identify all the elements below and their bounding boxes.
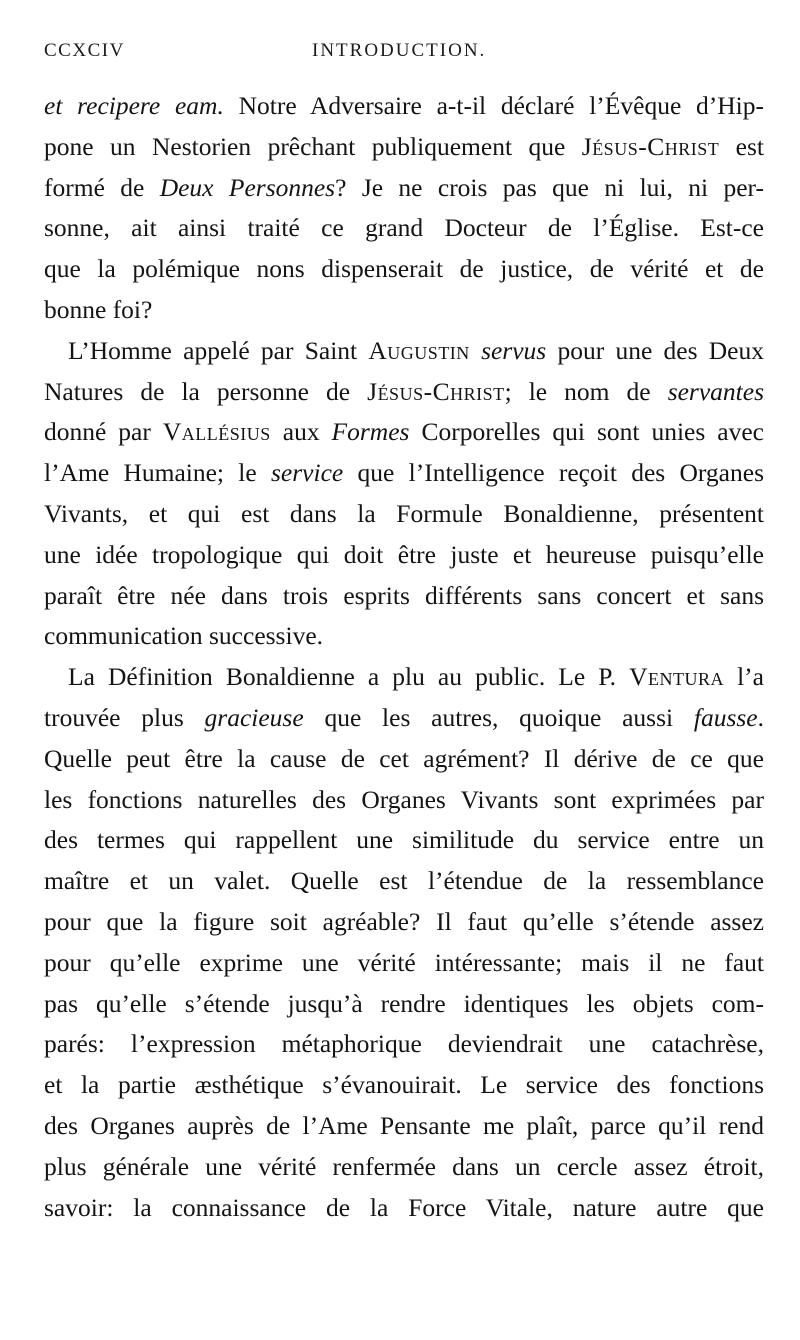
text-line: [44, 576, 764, 617]
text-line: [44, 616, 764, 657]
text-run: maître et un valet. Quelle est l’étendue de la ressemblance: [44, 866, 764, 896]
text-line: [44, 1024, 764, 1065]
text-line: [44, 902, 764, 943]
text-run: savoir: la connaissance de la Force Vitale, nature autre que: [44, 1192, 764, 1222]
text-run: pas qu’elle s’étende jusqu’à rendre identiques les objets com-: [44, 988, 764, 1018]
text-run: pour une des Deux: [546, 335, 764, 365]
text-run: est: [719, 131, 765, 161]
italic-text: Formes: [331, 417, 410, 447]
text-line: [44, 331, 764, 372]
text-line: [44, 535, 764, 576]
text-line: [44, 1147, 764, 1188]
text-run: une idée tropologique qui doit être juste et heureuse puisqu’elle: [44, 539, 764, 569]
italic-text: fausse: [693, 702, 758, 732]
text-line: [44, 943, 764, 984]
text-run: pone un Nestorien prêchant publiquement que: [44, 131, 582, 161]
text-run: des termes qui rappellent une similitude du service entre un: [44, 825, 764, 855]
italic-text: gracieuse: [204, 702, 304, 732]
text-run: paraît être née dans trois esprits différents sans concert et sans: [44, 580, 764, 610]
italic-text: servantes: [667, 376, 764, 406]
text-line: [44, 1106, 764, 1147]
text-run: l’Ame Humaine; le: [44, 458, 271, 488]
text-line: [44, 1065, 764, 1106]
text-run: aux: [270, 417, 332, 447]
text-line: [44, 412, 764, 453]
small-caps-name: Vallésius: [162, 417, 271, 447]
text-run: sonne, ait ainsi traité ce grand Docteur de l’Église. Est-ce: [44, 213, 764, 243]
text-line: [44, 1188, 764, 1229]
small-caps-name: Ventura: [629, 662, 724, 692]
text-run: Vivants, et qui est dans la Formule Bonaldienne, présentent: [44, 498, 764, 528]
small-caps-name: Jésus-Christ: [581, 131, 720, 161]
text-run: Corporelles qui sont unies avec: [409, 417, 764, 447]
italic-text: servus: [481, 335, 547, 365]
text-line: [44, 820, 764, 861]
small-caps-name: Augustin: [368, 335, 470, 365]
text-run: que les autres, quoique aussi: [303, 702, 694, 732]
text-run: donné par: [44, 417, 163, 447]
text-run: [470, 336, 481, 365]
text-line: [44, 86, 764, 127]
text-run: plus générale une vérité renfermée dans un cercle assez étroit,: [44, 1151, 764, 1181]
text-line: [44, 208, 764, 249]
text-line: [44, 168, 764, 209]
body-text: [44, 86, 764, 1228]
text-run: que l’Intelligence reçoit des Organes: [343, 458, 764, 488]
text-line: [44, 657, 764, 698]
text-run: parés: l’expression métaphorique deviendrait une catachrèse,: [44, 1029, 764, 1059]
text-line: [44, 127, 764, 168]
text-line: [44, 290, 764, 331]
text-line: [44, 861, 764, 902]
text-run: ? Je ne crois pas que ni lui, ni per-: [335, 172, 764, 202]
text-line: [44, 739, 764, 780]
text-run: ; le nom de: [504, 376, 668, 406]
section-title: INTRODUCTION.: [312, 40, 487, 61]
text-line: [44, 494, 764, 535]
text-run: formé de: [44, 172, 160, 202]
text-line: [44, 780, 764, 821]
text-run: L’Homme appelé par Saint: [68, 335, 369, 365]
text-run: communication successive.: [44, 621, 324, 651]
text-run: bonne foi?: [44, 294, 153, 324]
running-head: [0, 30, 800, 70]
text-line: [44, 249, 764, 290]
text-run: et la partie æsthétique s’évanouirait. Le service des fonctions: [44, 1070, 764, 1100]
text-line: [44, 984, 764, 1025]
text-run: l’a: [724, 662, 764, 692]
text-line: [44, 372, 764, 413]
small-caps-name: Jésus-Christ: [367, 376, 505, 406]
text-run: Quelle peut être la cause de cet agrément? Il dérive de ce que: [44, 743, 764, 773]
italic-text: Deux Personnes: [159, 172, 336, 202]
text-run: les fonctions naturelles des Organes Vivants sont exprimées par: [44, 784, 764, 814]
text-run: Notre Adversaire a-t-il déclaré l’Évêque d’Hip-: [223, 91, 764, 120]
text-run: La Définition Bonaldienne a plu au public. Le P.: [68, 662, 630, 692]
text-line: [44, 453, 764, 494]
text-run: trouvée plus: [44, 702, 205, 732]
text-run: que la polémique nons dispenserait de justice, de vérité et de: [44, 254, 764, 284]
text-run: pour que la figure soit agréable? Il faut qu’elle s’étende assez: [44, 906, 764, 936]
text-run: pour qu’elle exprime une vérité intéressante; mais il ne faut: [44, 947, 764, 977]
italic-text: et recipere eam.: [44, 91, 224, 120]
text-line: [44, 698, 764, 739]
text-run: des Organes auprès de l’Ame Pensante me plaît, parce qu’il rend: [44, 1110, 764, 1140]
italic-text: service: [271, 458, 344, 488]
page-number: CCXCIV: [44, 40, 125, 61]
text-run: Natures de la personne de: [44, 376, 368, 406]
text-run: .: [757, 702, 764, 732]
